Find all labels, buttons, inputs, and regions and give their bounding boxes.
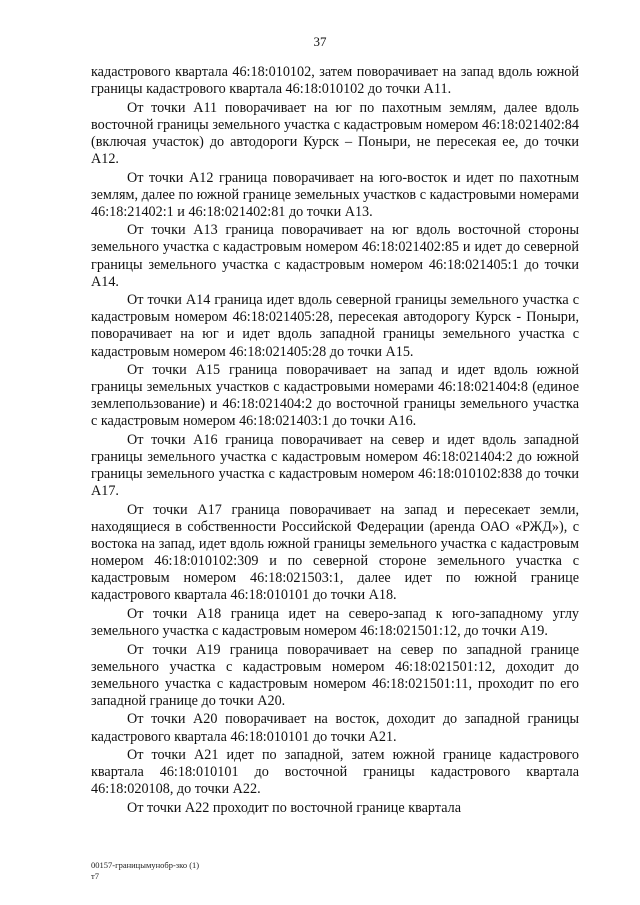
footer — [91, 860, 199, 882]
paragraph: От точки А19 граница поворачивает на север по западной границе земельного участка с кадастровым номером 46:18:021501:12, доходит до земельного участка с кадастровым номером 46:18:021501:11, проходит по его западной границе до точки А20. — [91, 641, 579, 709]
paragraph: От точки А12 граница поворачивает на юго-восток и идет по пахотным землям, далее по южной границе земельных участков с кадастровыми номерами 46:18:21402:1 и 46:18:021402:81 до точки А13. — [91, 169, 579, 220]
document-body — [91, 64, 579, 819]
paragraph: кадастрового квартала 46:18:010102, затем поворачивает на запад вдоль южной границы кадастрового квартала 46:18:010102 до точки А11. — [91, 64, 579, 98]
paragraph: От точки А15 граница поворачивает на запад и идет вдоль южной границы земельных участков с кадастровыми номерами 46:18:021404:8 (единое землепользование) и 46:18:021404:2 до восточной границы земельного участка с кадастровым номером 46:18:021403:1 до точки А16. — [91, 362, 579, 430]
paragraph: От точки А16 граница поворачивает на север и идет вдоль западной границы земельного участка с кадастровым номером 46:18:021404:2 до южной границы земельного участка с кадастровым номером 46:18:010102:838 до точки А17. — [91, 431, 579, 500]
paragraph: От точки А18 граница идет на северо-запад к юго-западному углу земельного участка с кадастровым номером 46:18:021501:12, до точки А19. — [91, 605, 579, 639]
paragraph: От точки А13 граница поворачивает на юг вдоль восточной стороны земельного участка с кадастровым номером 46:18:021402:85 и идет до северной границы земельного участка с кадастровым номером 46:18:021405:1 до точки А14. — [91, 222, 579, 290]
paragraph: От точки А11 поворачивает на юг по пахотным землям, далее вдоль восточной границы земельного участка с кадастровым номером 46:18:021402:84 (включая участок) до автодороги Курск – Поныри, не пересекая ее, до точки А12. — [91, 99, 579, 167]
paragraph: От точки А22 проходит по восточной границе квартала — [127, 799, 461, 816]
paragraph: От точки А14 граница идет вдоль северной границы земельного участка с кадастровым номером 46:18:021405:28, пересекая автодорогу Курск - Поныри, поворачивает на юг и идет вдоль западной границы земельного участка с кадастровым номером 46:18:021405:28 до точки А15. — [91, 292, 579, 360]
page-number: 37 — [313, 34, 327, 49]
footer-filename: 00157-границымунобр-зко (1) — [91, 860, 200, 870]
paragraph: От точки А17 граница поворачивает на запад и пересекает земли, находящиеся в собственности Российской Федерации (аренда ОАО «РЖД»), с востока на запад, идет вдоль южной границы земельного участка с кадастровым номером 46:18:010102:309 и по северной стороне земельного участка с кадастровым номером 46:18:021503:1, далее идет по южной границе кадастрового квартала 46:18:010101 до точки А18. — [91, 501, 579, 604]
paragraph: От точки А21 идет по западной, затем южной границе кадастрового квартала 46:18:010101 до восточной границы кадастрового квартала 46:18:020108, до точки А22. — [91, 747, 579, 798]
paragraph: От точки А20 поворачивает на восток, доходит до западной границы кадастрового квартала 46:18:010101 до точки А21. — [91, 711, 579, 745]
footer-code: т7 — [91, 871, 99, 881]
